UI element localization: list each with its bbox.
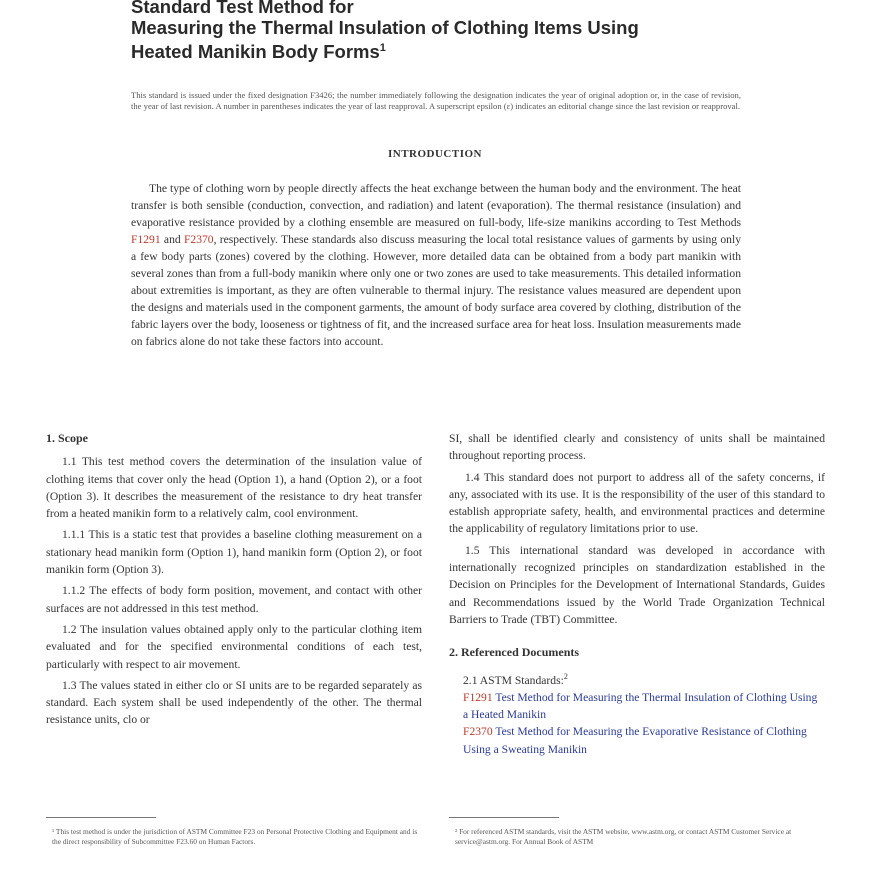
title-line-3: Heated Manikin Body Forms$^1$ xyxy=(131,41,386,63)
document-title xyxy=(131,0,751,62)
paragraph-1-1-1: 1.1.1 This is a static test that provides a baseline clothing measurement on a stationary head manikin form (Option 1), hand manikin form (Option 2), or foot manikin form (Option 3). xyxy=(46,528,422,577)
footnote-1: ¹ This test method is under the jurisdiction of ASTM Committee F23 on Personal Protective Clothing and Equipment and is the direct responsibility of Subcommittee F23.60 on Human Factors. xyxy=(52,827,418,846)
left-column xyxy=(46,430,422,733)
designation-notice: This standard is issued under the fixed designation F3426; the number immediately following the designation indicates the year of original adoption or, in the case of revision, the year of last revision. A number in parentheses indicates the year of last reapproval. A superscript epsilon (ε) indicates an editorial change since the last revision or reapproval. xyxy=(131,90,741,111)
astm-standards-label: 2.1 ASTM Standards:$^2$ xyxy=(463,671,568,687)
introduction-heading: INTRODUCTION xyxy=(387,148,482,160)
reference-f2370[interactable]: F2370 Test Method for Measuring the Evaporative Resistance of Clothing Using a Sweating Manikin xyxy=(463,725,807,756)
paragraph-1-4: 1.4 This standard does not purport to address all of the safety concerns, if any, associated with its use. It is the responsibility of the user of this standard to establish appropriate safety, health, and environmental practices and determine the applicability of regulatory limitations prior to use. xyxy=(449,470,825,536)
link-f1291[interactable]: F1291 xyxy=(131,233,161,246)
title-footnote-mark: 1 xyxy=(379,42,386,54)
paragraph-1-3-cont: SI, shall be identified clearly and consistency of units shall be maintained throughout reporting process. xyxy=(449,432,825,463)
footnote-divider-left xyxy=(46,817,156,818)
paragraph-1-3: 1.3 The values stated in either clo or SI units are to be regarded separately as standard. Each system shall be used independently of the other. The thermal resistance units, clo or xyxy=(46,678,422,727)
title-line-2: Measuring the Thermal Insulation of Clothing Items Using xyxy=(131,17,639,38)
reference-f1291[interactable]: F1291 Test Method for Measuring the Thermal Insulation of Clothing Using a Heated Manikin xyxy=(463,690,818,722)
paragraph-1-2: 1.2 The insulation values obtained apply only to the particular clothing item evaluated and for the specified environmental conditions of each test, particularly with respect to air movement. xyxy=(46,622,422,671)
paragraph-1-5: 1.5 This international standard was developed in accordance with internationally recognized principles on standardization established in the Decision on Principles for the Development of International Standards, Guides and Recommendations issued by the World Trade Organization Technical Barriers to Trade (TBT) Committee. xyxy=(449,543,825,626)
paragraph-1-1-2: 1.1.2 The effects of body form position, movement, and contact with other surfaces are not addressed in this test method. xyxy=(46,584,422,615)
section-scope-heading: 1. Scope xyxy=(46,431,88,445)
link-f2370[interactable]: F2370 xyxy=(183,233,214,246)
introduction-text: The type of clothing worn by people directly affects the heat exchange between the human body and the environment. The heat transfer is both sensible (conduction, convection, and radiation) and latent (evaporation). The thermal resistance (insulation) and evaporative resistance provided by a clothing ensemble are measured on full-body, life-size manikins according to Test Methods F1291 and F2370, respectively. These standards also discuss measuring the local total resistance values of garments by using only a few body parts (zones) covered by the clothing. However, more detailed data can be obtained from a body part manikin with several zones than from a full-body manikin where only one or two zones are used to take measurements. This detailed information about extremities is important, as they are often vulnerable to thermal injury. The resistance values measured are dependent upon the designs and materials used in the component garments, the amount of body surface area covered by clothing, distribution of the fabric layers over the body, looseness or tightness of fit, and the increased surface area for heat loss. Insulation measurements made on fabrics alone do not take these factors into account. xyxy=(131,182,741,348)
footnote-divider-right xyxy=(449,817,559,818)
footnote-2: ² For referenced ASTM standards, visit the ASTM website, www.astm.org, or contact ASTM Customer Service at service@astm.org. For Annual Book of ASTM xyxy=(455,827,792,846)
paragraph-1-1: 1.1 This test method covers the determination of the insulation value of clothing items that cover only the head (Option 1), a hand (Option 2), or a foot (Option 3). It describes the measurement of the resistance to dry heat transfer from a heated manikin form to a relatively calm, cool environment. xyxy=(46,455,422,521)
right-column xyxy=(449,430,825,758)
section-referenced-documents-heading: 2. Referenced Documents xyxy=(449,645,580,660)
title-line-1: Standard Test Method for xyxy=(131,0,354,17)
